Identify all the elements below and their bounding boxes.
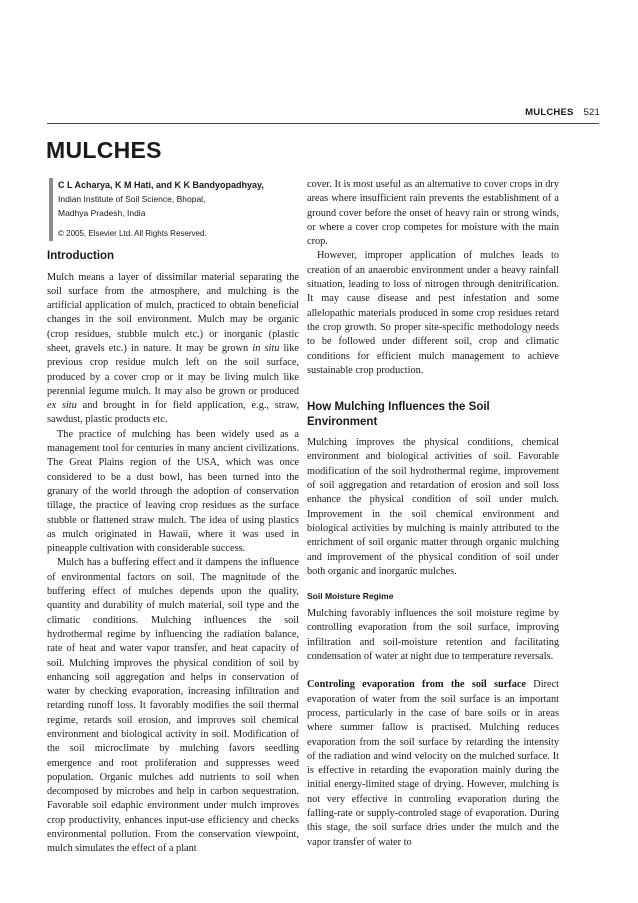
- page-number: 521: [583, 107, 600, 118]
- section-spacer: [307, 664, 559, 678]
- introduction-heading: Introduction: [47, 250, 115, 262]
- section-spacer: [307, 579, 559, 589]
- introduction-paragraph-4: However, improper application of mulches leads to creation of an anaerobic environment under a heavy rainfall situation, leading to loss of nitrogen through denitrification. It may cause disease and pest infestation and some allelopathic materials produced in some crop residues retard the crop growth. So proper site-specific methodology needs to be followed under different soil, crop and climatic conditions for efficient mulch management to achieve sustainable crop production.: [307, 250, 559, 376]
- introduction-paragraph-3: Mulch has a buffering effect and it dampens the influence of environmental factors on soil. The magnitude of the buffering effect of mulches depends upon the quality, quantity and durability of mulch material, soil type and the climatic conditions. Mulching influences the soil hydrothermal regime by influencing the radiation balance, rate of heat and water vapor transfer, and heat capacity of soil. Mulching improves the physical condition of soil by enhancing soil aggregation and helps in conservation of water by checking evaporation, increasing infiltration and retarding runoff loss. It favorably modifies the soil thermal regime, retards soil erosion, and improves soil chemical environment and biological activity in soil. Modification of the soil microclimate by mulching favors seedling emergence and root proliferation and suppresses weed population. Organic mulches add nutrients to soil when decomposed by microbes and help in carbon sequestration. Favorable soil edaphic environment under mulch improves crop productivity, enhances input-use efficiency and checks environmental pollution. From the conservation viewpoint, mulch simulates the effect of a plant: [47, 557, 299, 855]
- soil-moisture-paragraph: Mulching favorably influences the soil moisture regime by controlling evaporation from the soil surface, improving infiltration and soil-moisture retention and facilitating condensation of water at night due to temperature reversals.: [307, 608, 559, 663]
- how-mulching-paragraph: Mulching improves the physical conditions, chemical environment and biological activities of soil. Favorable modification of the soil hydrothermal regime, improvement of soil aggregation and retardation of erosion and soil loss enhance the physical condition of soil under mulch. Improvement in the soil chemical environment and biological activities by mulching is mainly attributed to the enrichment of soil organic matter through organic mulching and improvement of the physical condition of soil under both organic and inorganic mulches.: [307, 437, 559, 577]
- byline-copyright: © 2005, Elsevier Ltd. All Rights Reserved.: [58, 229, 207, 238]
- left-column: [47, 178, 299, 857]
- byline-authors: C L Acharya, K M Hati, and K K Bandyopadhyay,: [58, 180, 264, 190]
- evaporation-paragraph: Controling evaporation from the soil surface Direct evaporation of water from the soil surface is an important process, particularly in the case of bare soils or in areas where summer fallow is practised. Mulching reduces evaporation from the soil surface by retarding the intensity of the radiation and wind velocity on the mulched surface. It is effective in retarding the evaporation mainly during the initial energy-limited stage of drying. However, mulching is not very effective in controling evaporation during the falling-rate or supply-controled stage of evaporation. During this stage, the soil surface dries under the mulch and the vapor transfer of water to: [307, 679, 559, 848]
- how-mulching-heading: How Mulching Influences the Soil Environment: [307, 401, 490, 428]
- soil-moisture-heading: Soil Moisture Regime: [307, 591, 394, 602]
- byline-affiliation-1: Indian Institute of Soil Science, Bhopal,: [58, 194, 206, 204]
- right-column: [307, 178, 559, 850]
- header-rule: [47, 123, 599, 124]
- evaporation-inline-heading: Controling evaporation from the soil surface: [307, 679, 526, 691]
- running-head: [360, 107, 600, 118]
- section-spacer: [307, 378, 559, 400]
- running-head-section: MULCHES: [525, 107, 574, 118]
- introduction-paragraph-1: Mulch means a layer of dissimilar material separating the soil surface from the atmosphere, and mulching is the artificial application of mulch, practiced to obtain beneficial changes in the soil environment. Mulch may be organic (crop residues, stubble mulch etc.) or inorganic (plastic sheet, gravels etc.) in nature. It may be grown in situ like previous crop residue mulch left on the soil surface, produced by a cover crop or it may be living mulch like perennial legume mulch. It may also be grown or produced ex situ and brought in for field application, e.g., straw, sawdust, plastic products etc.: [47, 271, 299, 426]
- article-title: MULCHES: [46, 137, 162, 163]
- byline-affiliation-2: Madhya Pradesh, India: [58, 208, 146, 218]
- byline: [49, 178, 299, 241]
- introduction-paragraph-2: The practice of mulching has been widely used as a management tool for centuries in many ancient civilizations. The Great Plains region of the USA, which was once considered to be a dust bowl, has been turned into the granary of the world through the adoption of conservation tillage, the practice of leaving crop residues as the surface stubble or flattened straw mulch. The idea of using plastics as mulch originated in Hawaii, where it was used in pineapple cultivation with considerable success.: [47, 428, 299, 555]
- introduction-paragraph-3-continued: cover. It is most useful as an alternative to cover crops in dry areas where insufficient rain prevents the establishment of a ground cover before the onset of heavy rain or strong winds, or where a cover crop competes for moisture with the main crop.: [307, 179, 559, 248]
